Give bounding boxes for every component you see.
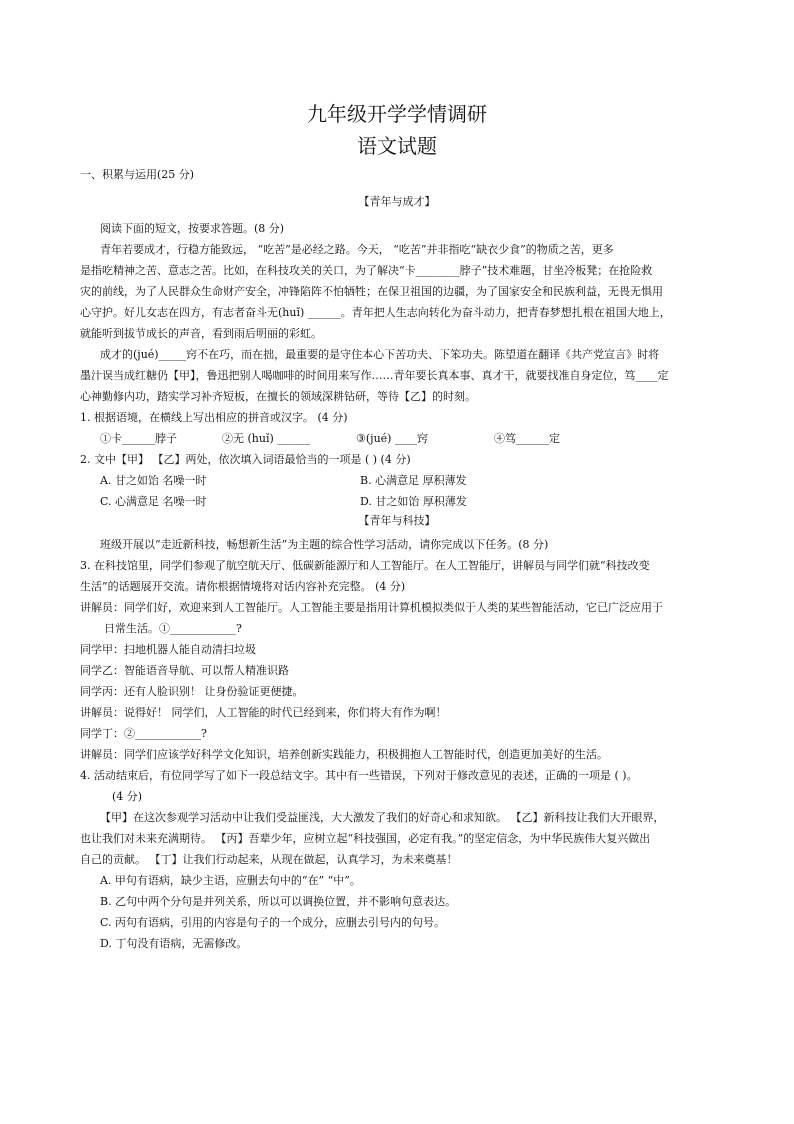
dialogue-line: 同学丁：②____________? bbox=[80, 727, 207, 740]
question-4: 4. 活动结束后，有位同学写了如下一段总结文字。其中有一些错误，下列对于修改意见的表述，正确的一项是 ( )。 bbox=[80, 769, 638, 782]
dialogue-line: 同学甲：扫地机器人能自动清扫垃圾 bbox=[80, 643, 256, 656]
dialogue-line: 讲解员：说得好！ 同学们，人工智能的时代已经到来，你们将大有作为啊！ bbox=[80, 706, 447, 719]
activity-intro: 班级开展以“走近新科技，畅想新生活”为主题的综合性学习活动，请你完成以下任务。(8 分) bbox=[100, 538, 549, 551]
question-4-score: (4 分) bbox=[112, 790, 143, 803]
question-3-cont: 生活”的话题展开交流。请你根据情境将对话内容补充完整。 (4 分) bbox=[80, 580, 406, 593]
subsection-title: 【青年与科技】 bbox=[358, 514, 436, 527]
passage-line: 就能听到拔节成长的声音，看到雨后明丽的彩虹。 bbox=[80, 327, 322, 340]
reading-instruction: 阅读下面的短文，按要求答题。(8 分) bbox=[100, 222, 285, 235]
summary-line: 也让我们对未来充满期待。 【丙】吾辈少年，应树立起“科技强国，必定有我。”的坚定信念，为中华民族伟大复兴做出 bbox=[80, 832, 651, 845]
q2-option-d: D. 甘之如饴 厚积薄发 bbox=[360, 495, 467, 508]
q4-option-c: C. 丙句有语病，引用的内容是句子的一个成分，应删去引号内的句号。 bbox=[100, 916, 446, 929]
exam-title-line1: 九年级开学学情调研 bbox=[307, 102, 487, 126]
passage-line: 墨汁误当成红糖仍【甲】，鲁迅把别人喝咖啡的时间用来写作……青年要长真本事、真才干，就要找准自身定位，笃____定 bbox=[80, 369, 669, 382]
dialogue-line: 讲解员：同学们应该学好科学文化知识，培养创新实践能力，积极拥抱人工智能时代，创造更加美好的生活。 bbox=[80, 748, 608, 761]
passage-line: 成才的(jué)_____窍不在巧，而在拙，最重要的是守住本心下苦功夫、下笨功夫。陈望道在翻译《共产党宣言》时将 bbox=[100, 348, 660, 361]
subsection-title: 【青年与成才】 bbox=[358, 195, 436, 208]
dialogue-line: 同学乙：智能语音导航、可以帮人精准识路 bbox=[80, 664, 289, 677]
dialogue-line: 日常生活。①____________? bbox=[104, 622, 242, 635]
passage-line: 心守护。好儿女志在四方，有志者奋斗无(huǐ) ______。青年把人生志向转化为奋斗动力，把青春梦想扎根在祖国大地上， bbox=[80, 306, 671, 319]
question-3: 3. 在科技馆里，同学们参观了航空航天厅、低碳新能源厅和人工智能厅。在人工智能厅，讲解员与同学们就“科技改变 bbox=[80, 559, 650, 572]
dialogue-line: 同学丙：还有人脸识别！ 让身份验证更便捷。 bbox=[80, 685, 304, 698]
dialogue-line: 讲解员：同学们好，欢迎来到人工智能厅。人工智能主要是指用计算机模拟类似于人类的某些智能活动，它已广泛应用于 bbox=[80, 601, 663, 614]
q4-option-a: A. 甲句有语病，缺少主语，应删去句中的“在” “中”。 bbox=[100, 874, 361, 887]
passage-line: 是指吃精神之苦、意志之苦。比如，在科技攻关的关口，为了解决“卡________脖子”技术难题，甘坐冷板凳；在抢险救 bbox=[80, 264, 653, 277]
q1-blank-2: ②无 (huǐ) ______ bbox=[222, 432, 311, 445]
q4-option-b: B. 乙句中两个分句是并列关系，所以可以调换位置，并不影响句意表达。 bbox=[100, 895, 457, 908]
exam-title-line2: 语文试题 bbox=[357, 134, 437, 158]
q1-blank-4: ④笃______定 bbox=[494, 432, 560, 445]
q2-option-b: B. 心满意足 厚积薄发 bbox=[360, 474, 467, 487]
passage-line: 心神勤修内功，踏实学习补齐短板，在擅长的领域深耕钻研，等待【乙】的时刻。 bbox=[80, 390, 476, 403]
summary-line: 自己的贡献。 【丁】让我们行动起来，从现在做起，认真学习，为未来奠基！ bbox=[80, 853, 458, 866]
q1-blank-1: ①卡______脖子 bbox=[100, 432, 177, 445]
passage-line: 灾的前线，为了人民群众生命财产安全，冲锋陷阵不怕牺牲；在保卫祖国的边疆，为了国家安全和民族利益，无畏无惧用 bbox=[80, 285, 663, 298]
q1-blank-3: ③(jué) ____窍 bbox=[356, 432, 428, 445]
question-1: 1. 根据语境，在横线上写出相应的拼音或汉字。 (4 分) bbox=[80, 411, 348, 424]
question-2: 2. 文中【甲】 【乙】两处，依次填入词语最恰当的一项是 ( ) (4 分) bbox=[80, 453, 411, 466]
passage-line: 青年若要成才，行稳方能致远， “吃苦”是必经之路。今天， “吃苦”并非指吃“缺衣少食”的物质之苦，更多 bbox=[100, 243, 614, 256]
q2-option-c: C. 心满意足 名噪一时 bbox=[100, 495, 207, 508]
q2-option-a: A. 甘之如饴 名噪一时 bbox=[100, 474, 207, 487]
summary-line: 【甲】在这次参观学习活动中让我们受益匪浅，大大激发了我们的好奇心和求知欲。 【乙】新科技让我们大开眼界， bbox=[100, 811, 665, 824]
q4-option-d: D. 丁句没有语病，无需修改。 bbox=[100, 937, 248, 950]
section-heading: 一、积累与运用(25 分) bbox=[80, 168, 195, 181]
